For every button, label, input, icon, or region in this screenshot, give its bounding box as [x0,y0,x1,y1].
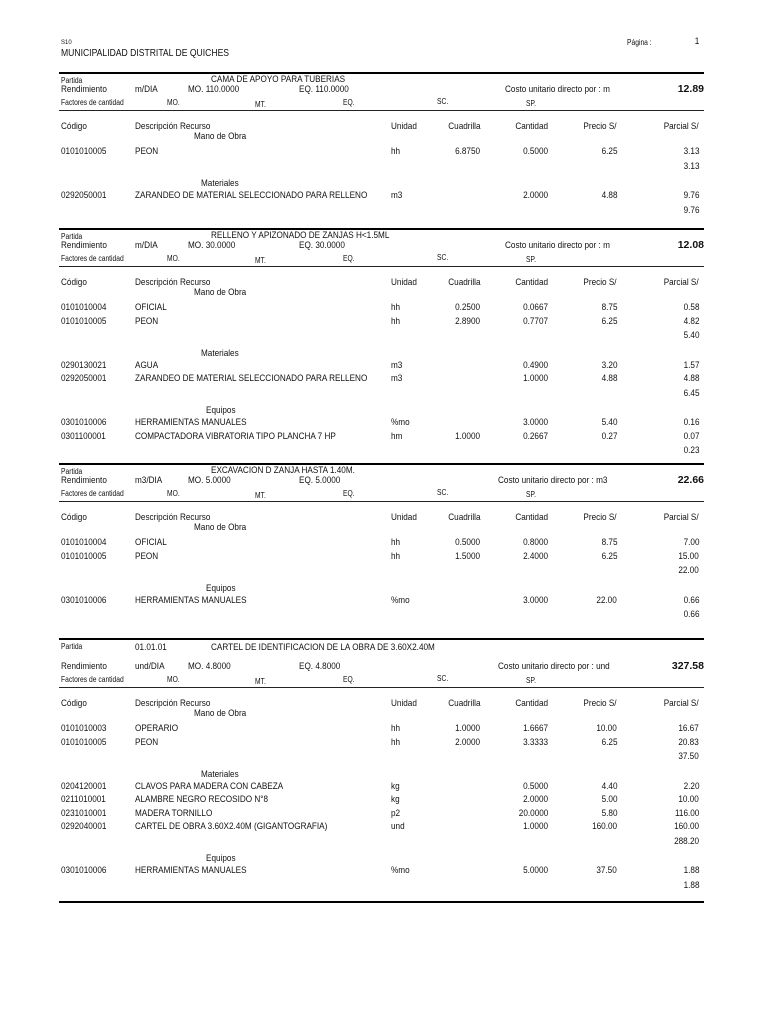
factor-mt: MT. [255,677,266,686]
row-unidad: m3 [391,359,403,371]
row-codigo: 0101010005 [61,315,107,327]
row-descripcion: OFICIAL [135,302,167,313]
row-precio: 160.00 [592,821,617,832]
group-total: 22.00 [678,565,699,576]
page-bottom-rule [59,901,704,903]
row-precio: 4.88 [601,190,617,201]
factores-label: Factores de cantidad [61,675,124,684]
factores-rule [59,501,704,502]
row-cantidad: 0.7707 [523,315,548,327]
row-codigo: 0211010001 [61,794,106,805]
row-parcial: 1.57 [683,359,699,371]
row-codigo: 0292050001 [61,190,107,201]
rendimiento-mo: MO. 5.0000 [188,475,231,486]
row-parcial: 4.88 [683,373,699,384]
factor-sp: SP. [526,490,536,499]
costo-unitario-label: Costo unitario directo por : und [498,661,610,672]
row-parcial: 0.16 [683,417,699,428]
row-unidad: m3 [391,373,403,384]
row-codigo: 0301100001 [61,430,106,442]
costo-unitario-value: 12.08 [677,239,704,251]
row-cuadrilla: 0.2500 [455,302,480,313]
row-descripcion: HERRAMIENTAS MANUALES [135,417,247,428]
row-descripcion: AGUA [135,359,159,371]
row-cuadrilla: 1.5000 [455,550,480,562]
row-parcial: 10.00 [678,794,699,805]
row-unidad: hh [391,537,401,548]
rendimiento-unit: m/DIA [135,84,158,95]
row-descripcion: PEON [135,736,159,748]
row-parcial: 7.00 [683,537,699,548]
col-parcial: Parcial S/ [664,512,699,523]
costo-unitario-value: 327.58 [671,660,704,672]
row-unidad: hh [391,315,401,327]
row-parcial: 3.13 [683,146,699,157]
factor-sc: SC. [437,674,449,683]
row-cantidad: 5.0000 [523,865,548,876]
col-precio: Precio S/ [583,277,617,288]
factores-rule [59,110,704,111]
row-precio: 10.00 [596,723,617,734]
row-descripcion: ZARANDEO DE MATERIAL SELECCIONADO PARA RELLENO [135,373,368,384]
row-parcial: 160.00 [674,821,699,832]
group-total: 37.50 [678,751,699,762]
row-cantidad: 0.8000 [523,537,548,548]
factor-eq: EQ. [343,489,355,498]
row-parcial: 4.82 [683,315,699,327]
group-title: Mano de Obra [194,131,247,142]
col-parcial: Parcial S/ [664,277,699,288]
col-cantidad: Cantidad [515,698,548,709]
row-unidad: hh [391,302,401,313]
col-descripcion: Descripción Recurso [135,277,211,288]
rendimiento-eq: EQ. 5.0000 [299,475,341,486]
row-unidad: %mo [391,417,410,428]
page-number: 1 [694,36,699,47]
partida-title: CARTEL DE IDENTIFICACION DE LA OBRA DE 3.60X2.40M [211,642,435,653]
row-precio: 4.40 [601,780,617,792]
row-descripcion: PEON [135,146,159,157]
rendimiento-eq: EQ. 4.8000 [299,661,341,672]
factores-label: Factores de cantidad [61,98,124,107]
factor-mo: MO. [167,675,180,684]
row-unidad: hh [391,723,401,734]
col-unidad: Unidad [391,121,417,132]
factor-eq: EQ. [343,675,355,684]
row-parcial: 0.58 [683,302,699,313]
rendimiento-label: Rendimiento [61,84,107,95]
col-precio: Precio S/ [583,698,617,709]
row-unidad: %mo [391,594,410,606]
row-precio: 8.75 [601,302,617,313]
factor-sc: SC. [437,253,449,262]
factor-sp: SP. [526,255,536,264]
row-cantidad: 3.0000 [523,417,548,428]
rendimiento-eq: EQ. 30.0000 [299,240,345,251]
factor-mt: MT. [255,256,266,265]
costo-unitario-label: Costo unitario directo por : m [505,84,610,95]
col-cuadrilla: Cuadrilla [447,512,480,523]
group-title: Materiales [201,178,239,189]
col-parcial: Parcial S/ [664,698,699,709]
group-title: Equipos [206,405,236,416]
row-descripcion: PEON [135,550,159,562]
row-unidad: %mo [391,865,410,876]
row-cantidad: 0.0667 [523,302,548,313]
col-descripcion: Descripción Recurso [135,121,211,132]
col-codigo: Código [61,512,87,523]
row-cuadrilla: 6.8750 [455,146,480,157]
col-cantidad: Cantidad [515,121,548,132]
factores-rule [59,687,704,688]
group-title: Equipos [206,853,236,864]
row-descripcion: OFICIAL [135,537,167,548]
group-total: 5.40 [683,330,699,341]
partida-label: Partida [61,76,83,85]
factor-eq: EQ. [343,98,355,107]
factor-sp: SP. [526,99,536,108]
row-codigo: 0292050001 [61,373,107,384]
row-precio: 5.40 [601,417,617,428]
row-cantidad: 2.0000 [523,794,548,805]
row-codigo: 0101010004 [61,302,107,313]
group-total: 0.66 [683,609,699,620]
group-title: Materiales [201,347,239,359]
row-parcial: 116.00 [674,807,699,819]
entity-name: MUNICIPALIDAD DISTRITAL DE QUICHES [61,48,230,59]
rendimiento-eq: EQ. 110.0000 [299,84,349,95]
col-cuadrilla: Cuadrilla [447,698,480,709]
row-cantidad: 0.2667 [523,430,548,442]
group-total: 9.76 [683,204,699,216]
page-label: Página : [627,38,652,47]
group-title: Mano de Obra [194,522,247,533]
row-unidad: hm [391,430,403,442]
col-precio: Precio S/ [583,512,617,523]
factores-label: Factores de cantidad [61,489,124,498]
row-parcial: 20.83 [678,736,699,748]
factor-mt: MT. [255,100,266,109]
row-precio: 6.25 [601,315,617,327]
row-precio: 6.25 [601,146,617,157]
factor-sp: SP. [526,676,536,685]
col-unidad: Unidad [391,512,417,523]
row-parcial: 9.76 [683,190,699,201]
partida-top-rule [59,463,704,465]
factor-eq: EQ. [343,254,355,263]
row-precio: 4.88 [601,373,617,384]
col-descripcion: Descripción Recurso [135,698,211,709]
col-cantidad: Cantidad [515,277,548,288]
row-parcial: 0.66 [683,594,699,606]
rendimiento-unit: m3/DIA [135,475,163,486]
col-cuadrilla: Cuadrilla [447,121,480,132]
row-cantidad: 0.4900 [523,359,548,371]
row-cantidad: 3.0000 [523,594,548,606]
rendimiento-label: Rendimiento [61,475,107,486]
row-cantidad: 2.4000 [523,550,548,562]
col-unidad: Unidad [391,277,417,288]
row-precio: 5.80 [601,807,617,819]
rendimiento-unit: und/DIA [135,661,165,672]
row-cantidad: 1.6667 [523,723,548,734]
col-codigo: Código [61,698,87,709]
costo-unitario-value: 22.66 [677,474,704,486]
row-unidad: hh [391,736,401,748]
row-codigo: 0101010005 [61,550,107,562]
partida-top-rule [59,72,704,74]
group-total: 6.45 [683,387,699,399]
factor-mo: MO. [167,254,180,263]
row-unidad: kg [391,780,400,792]
row-cuadrilla: 1.0000 [455,723,480,734]
row-cantidad: 3.3333 [523,736,548,748]
rendimiento-label: Rendimiento [61,240,107,251]
col-codigo: Código [61,277,87,288]
group-total: 3.13 [683,160,699,172]
row-precio: 22.00 [596,594,617,606]
col-descripcion: Descripción Recurso [135,512,211,523]
row-descripcion: HERRAMIENTAS MANUALES [135,594,247,606]
row-cantidad: 2.0000 [523,190,548,201]
row-descripcion: ZARANDEO DE MATERIAL SELECCIONADO PARA RELLENO [135,190,368,201]
partida-code: 01.01.01 [135,642,167,653]
row-precio: 8.75 [601,537,617,548]
partida-title: CAMA DE APOYO PARA TUBERIAS [211,74,346,85]
col-cantidad: Cantidad [515,512,548,523]
row-unidad: hh [391,550,401,562]
row-codigo: 0101010003 [61,723,107,734]
row-cantidad: 20.0000 [518,807,548,819]
col-parcial: Parcial S/ [664,121,699,132]
row-precio: 0.27 [601,430,617,442]
row-codigo: 0301010006 [61,417,107,428]
row-precio: 6.25 [601,736,617,748]
partida-title: EXCAVACION D ZANJA HASTA 1.40M. [211,465,355,476]
rendimiento-mo: MO. 30.0000 [188,240,236,251]
partida-top-rule [59,638,704,640]
row-parcial: 16.67 [678,723,699,734]
row-parcial: 15.00 [678,550,699,562]
row-cantidad: 0.5000 [523,780,548,792]
row-parcial: 0.07 [683,430,699,442]
partida-label: Partida [61,467,83,476]
row-unidad: m3 [391,190,403,201]
factores-label: Factores de cantidad [61,254,124,263]
col-cuadrilla: Cuadrilla [447,277,480,288]
report-code: S10 [61,40,72,46]
row-descripcion: CLAVOS PARA MADERA CON CABEZA [135,780,284,792]
row-descripcion: CARTEL DE OBRA 3.60X2.40M (GIGANTOGRAFIA) [135,821,328,832]
row-unidad: hh [391,146,401,157]
row-codigo: 0292040001 [61,821,107,832]
row-cuadrilla: 2.0000 [455,736,480,748]
group-title: Materiales [201,768,239,780]
group-title: Mano de Obra [194,708,247,719]
row-codigo: 0101010005 [61,146,107,157]
rendimiento-mo: MO. 4.8000 [188,661,231,672]
rendimiento-mo: MO. 110.0000 [188,84,240,95]
row-unidad: kg [391,794,400,805]
row-parcial: 2.20 [683,780,699,792]
group-title: Mano de Obra [194,287,247,298]
row-descripcion: PEON [135,315,159,327]
factor-mt: MT. [255,491,266,500]
row-cantidad: 1.0000 [523,373,548,384]
group-total: 288.20 [674,835,699,847]
col-unidad: Unidad [391,698,417,709]
factor-mo: MO. [167,98,180,107]
row-cuadrilla: 0.5000 [455,537,480,548]
row-precio: 5.00 [601,794,617,805]
group-total: 1.88 [683,879,699,891]
row-precio: 6.25 [601,550,617,562]
row-descripcion: COMPACTADORA VIBRATORIA TIPO PLANCHA 7 HP [135,430,336,442]
group-title: Equipos [206,582,236,594]
factor-sc: SC. [437,97,449,106]
rendimiento-label: Rendimiento [61,661,107,672]
row-codigo: 0204120001 [61,780,107,792]
row-unidad: und [391,821,405,832]
partida-label: Partida [61,642,83,651]
partida-title: RELLENO Y APIZONADO DE ZANJAS H<1.5ML [211,230,390,241]
row-cantidad: 1.0000 [523,821,548,832]
factores-rule [59,266,704,267]
row-descripcion: ALAMBRE NEGRO RECOSIDO N°8 [135,794,269,805]
row-precio: 37.50 [596,865,617,876]
row-descripcion: MADERA TORNILLO [135,807,213,819]
costo-unitario-label: Costo unitario directo por : m [505,240,610,251]
row-precio: 3.20 [601,359,617,371]
col-codigo: Código [61,121,87,132]
row-cuadrilla: 2.8900 [455,315,480,327]
factor-sc: SC. [437,488,449,497]
row-codigo: 0290130021 [61,359,107,371]
group-total: 0.23 [683,445,699,456]
costo-unitario-label: Costo unitario directo por : m3 [498,475,608,486]
row-cantidad: 0.5000 [523,146,548,157]
row-unidad: p2 [391,807,401,819]
row-codigo: 0101010005 [61,736,107,748]
row-codigo: 0301010006 [61,594,107,606]
factor-mo: MO. [167,489,180,498]
row-descripcion: OPERARIO [135,723,179,734]
row-codigo: 0101010004 [61,537,107,548]
rendimiento-unit: m/DIA [135,240,158,251]
col-precio: Precio S/ [583,121,617,132]
row-codigo: 0301010006 [61,865,107,876]
partida-label: Partida [61,232,83,241]
row-codigo: 0231010001 [61,807,107,819]
row-cuadrilla: 1.0000 [455,430,480,442]
costo-unitario-value: 12.89 [677,83,704,95]
row-parcial: 1.88 [683,865,699,876]
row-descripcion: HERRAMIENTAS MANUALES [135,865,247,876]
